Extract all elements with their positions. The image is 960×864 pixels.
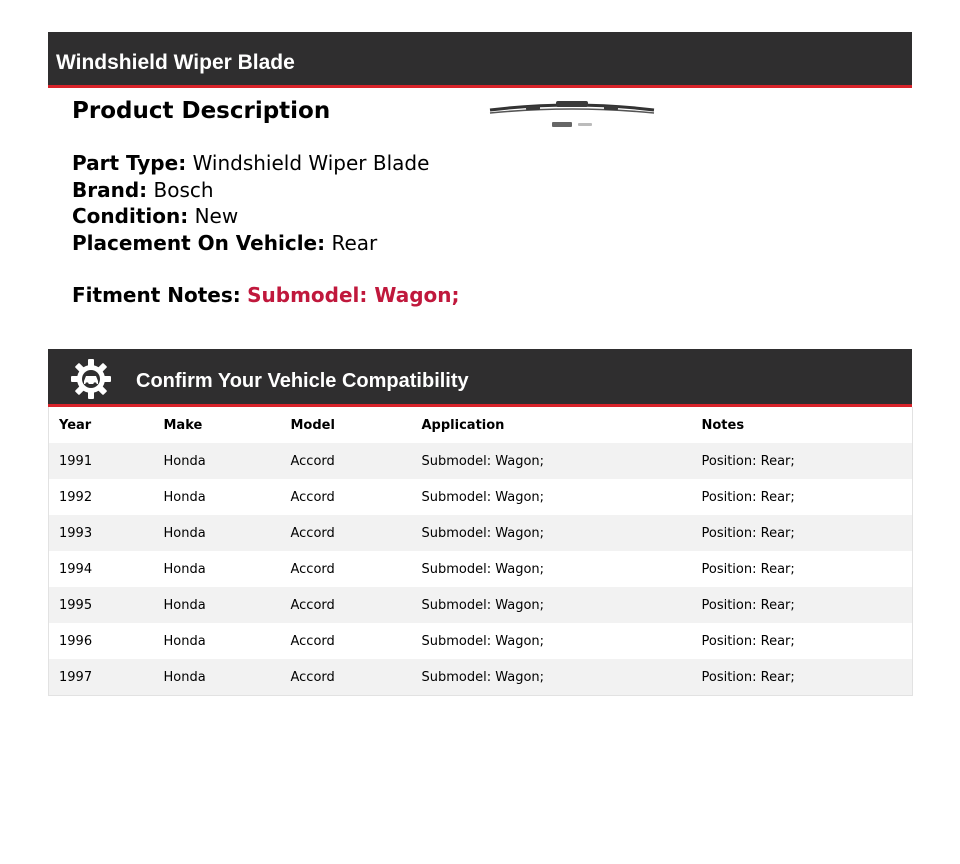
cell-year: 1994: [49, 551, 154, 587]
cell-make: Honda: [154, 659, 281, 696]
table-row: [49, 623, 913, 659]
table-row: [49, 659, 913, 696]
cell-make: Honda: [154, 587, 281, 623]
column-header-application: Application: [412, 407, 692, 443]
spec-condition: [72, 203, 492, 230]
spec-brand: [72, 177, 492, 204]
table-row: [49, 443, 913, 479]
cell-year: 1996: [49, 623, 154, 659]
product-title: Windshield Wiper Blade: [56, 51, 295, 74]
cell-year: 1993: [49, 515, 154, 551]
table-row: [49, 515, 913, 551]
spec-placement: [72, 230, 492, 257]
spec-value: New: [194, 204, 239, 228]
cell-notes: Position: Rear;: [692, 515, 913, 551]
column-header-model: Model: [281, 407, 412, 443]
product-description: [72, 96, 492, 308]
spec-value: Rear: [331, 230, 378, 255]
spec-part-type: [72, 150, 492, 177]
column-header-notes: Notes: [692, 407, 913, 443]
cell-model: Accord: [281, 443, 412, 479]
compatibility-banner: [48, 349, 912, 407]
cell-application: Submodel: Wagon;: [412, 515, 692, 551]
compatibility-title: Confirm Your Vehicle Compatibility: [136, 370, 469, 392]
spec-label: Brand:: [72, 177, 148, 202]
compatibility-table: [48, 407, 913, 696]
cell-application: Submodel: Wagon;: [412, 479, 692, 515]
gear-car-icon: [70, 358, 112, 400]
cell-application: Submodel: Wagon;: [412, 443, 692, 479]
column-header-make: Make: [154, 407, 281, 443]
spec-value: Bosch: [153, 177, 214, 202]
spec-label: Condition:: [72, 204, 189, 228]
spec-label: Part Type:: [72, 151, 187, 175]
cell-model: Accord: [281, 659, 412, 696]
spec-label: Placement On Vehicle:: [72, 230, 326, 255]
cell-make: Honda: [154, 551, 281, 587]
fitment-label: Fitment Notes:: [72, 283, 241, 307]
fitment-notes: [72, 282, 492, 308]
cell-model: Accord: [281, 587, 412, 623]
cell-notes: Position: Rear;: [692, 551, 913, 587]
cell-notes: Position: Rear;: [692, 443, 913, 479]
cell-notes: Position: Rear;: [692, 587, 913, 623]
fitment-value: Submodel: Wagon;: [247, 283, 460, 307]
table-row: [49, 551, 913, 587]
cell-model: Accord: [281, 479, 412, 515]
cell-application: Submodel: Wagon;: [412, 659, 692, 696]
table-row: [49, 479, 913, 515]
cell-year: 1997: [49, 659, 154, 696]
cell-year: 1992: [49, 479, 154, 515]
cell-make: Honda: [154, 479, 281, 515]
cell-application: Submodel: Wagon;: [412, 623, 692, 659]
table-header-row: [49, 407, 913, 443]
cell-model: Accord: [281, 623, 412, 659]
cell-model: Accord: [281, 515, 412, 551]
cell-notes: Position: Rear;: [692, 623, 913, 659]
cell-make: Honda: [154, 623, 281, 659]
description-heading: Product Description: [72, 98, 331, 124]
cell-make: Honda: [154, 515, 281, 551]
wiper-blade-image: [486, 96, 658, 132]
column-header-year: Year: [49, 407, 154, 443]
cell-year: 1991: [49, 443, 154, 479]
table-row: [49, 587, 913, 623]
cell-year: 1995: [49, 587, 154, 623]
cell-make: Honda: [154, 443, 281, 479]
cell-notes: Position: Rear;: [692, 659, 913, 696]
cell-application: Submodel: Wagon;: [412, 551, 692, 587]
cell-model: Accord: [281, 551, 412, 587]
product-title-banner: [48, 32, 912, 88]
spec-value: Windshield Wiper Blade: [192, 151, 430, 175]
cell-application: Submodel: Wagon;: [412, 587, 692, 623]
cell-notes: Position: Rear;: [692, 479, 913, 515]
